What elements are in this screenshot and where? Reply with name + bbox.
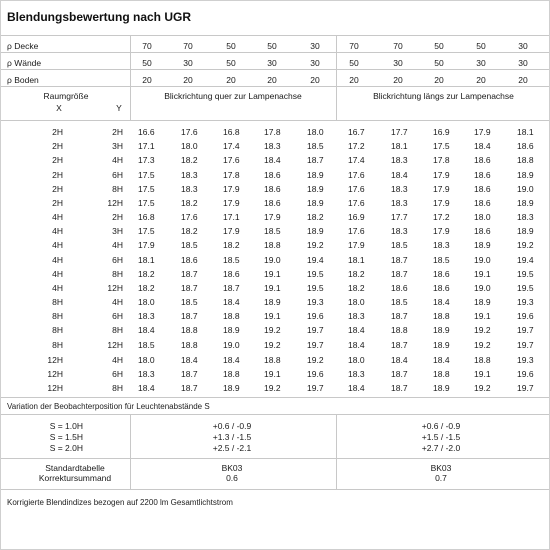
ugr-value: 17.3 (138, 155, 155, 166)
divider (130, 414, 131, 489)
ugr-value: 19.5 (517, 283, 534, 293)
room-y-value: 6H (112, 369, 123, 380)
ugr-value: 18.0 (307, 127, 324, 137)
ugr-value: 17.6 (348, 169, 365, 180)
reflectance-value: 20 (434, 75, 444, 85)
along-variation-range: +0.6 / -0.9 (421, 421, 461, 431)
ugr-value: 18.9 (264, 297, 281, 307)
ugr-value: 18.8 (181, 339, 198, 350)
ugr-value: 18.9 (433, 325, 450, 336)
ugr-value: 17.8 (223, 169, 240, 180)
reflectance-value: 20 (267, 75, 277, 85)
room-x-value: 12H (47, 383, 63, 394)
ugr-value: 18.3 (517, 212, 534, 222)
ugr-value: 18.5 (264, 226, 281, 237)
reflectance-value: 20 (518, 75, 528, 85)
divider (1, 69, 549, 70)
ugr-value: 18.3 (138, 311, 155, 322)
ugr-value: 18.7 (181, 283, 198, 293)
room-x-value: 2H (52, 127, 63, 137)
reflectance-value: 20 (310, 75, 320, 85)
divider (1, 120, 549, 121)
ugr-value: 19.1 (474, 311, 491, 322)
ugr-value: 17.4 (348, 155, 365, 166)
ugr-value: 18.7 (391, 369, 408, 380)
room-y-label: Y (116, 103, 122, 113)
ugr-value: 18.2 (181, 198, 198, 208)
room-y-value: 8H (112, 268, 123, 279)
divider (1, 35, 549, 36)
ugr-value: 19.2 (307, 240, 324, 251)
ugr-value: 18.4 (348, 383, 365, 394)
ugr-value: 19.6 (517, 311, 534, 322)
room-x-value: 4H (52, 268, 63, 279)
room-y-value: 8H (112, 325, 123, 336)
ugr-value: 17.5 (138, 198, 155, 208)
room-x-value: 4H (52, 240, 63, 251)
ugr-value: 18.0 (138, 355, 155, 365)
ugr-value: 17.9 (264, 212, 281, 222)
ugr-value: 19.0 (474, 254, 491, 265)
ugr-value: 19.2 (474, 339, 491, 350)
ugr-value: 18.5 (433, 254, 450, 265)
ugr-value: 18.8 (517, 155, 534, 166)
ugr-value: 18.7 (307, 155, 324, 166)
room-y-value: 8H (112, 383, 123, 394)
ugr-value: 17.5 (138, 183, 155, 194)
ugr-value: 16.9 (433, 127, 450, 137)
ugr-value: 18.0 (138, 297, 155, 307)
cross-variation-range: +0.6 / -0.9 (212, 421, 252, 431)
ugr-value: 18.9 (433, 383, 450, 394)
ugr-value: 18.3 (391, 226, 408, 237)
ugr-value: 18.2 (307, 212, 324, 222)
room-x-value: 2H (52, 169, 63, 180)
ugr-value: 19.7 (517, 383, 534, 394)
ugr-value: 19.6 (307, 369, 324, 380)
ugr-value: 18.9 (474, 240, 491, 251)
ugr-value: 19.0 (223, 339, 240, 350)
ugr-value: 18.8 (223, 369, 240, 380)
ugr-value: 18.6 (517, 141, 534, 152)
ugr-value: 17.6 (181, 127, 198, 137)
divider (1, 414, 549, 415)
reflectance-value: 30 (393, 58, 403, 68)
view-along-header: Blickrichtung längs zur Lampenachse (373, 91, 514, 101)
ugr-value: 18.7 (391, 383, 408, 394)
ugr-value: 18.6 (474, 169, 491, 180)
ugr-value: 18.9 (517, 169, 534, 180)
ugr-value: 16.8 (223, 127, 240, 137)
along-correction: 0.7 (435, 473, 447, 483)
room-y-value: 6H (112, 311, 123, 322)
ugr-value: 18.5 (223, 254, 240, 265)
ugr-value: 17.9 (223, 198, 240, 208)
ugr-value: 17.2 (348, 141, 365, 152)
ugr-value: 18.4 (223, 355, 240, 365)
ugr-value: 18.1 (517, 127, 534, 137)
ugr-value: 18.1 (138, 254, 155, 265)
ugr-value: 18.8 (433, 311, 450, 322)
ugr-value: 17.1 (223, 212, 240, 222)
ugr-value: 19.1 (474, 268, 491, 279)
divider (1, 52, 549, 53)
ugr-value: 18.9 (307, 183, 324, 194)
ugr-value: 19.1 (264, 268, 281, 279)
room-x-value: 2H (52, 183, 63, 194)
ugr-value: 18.0 (348, 355, 365, 365)
reflectance-value: 30 (518, 41, 528, 51)
reflectance-value: 50 (226, 58, 236, 68)
ugr-value: 18.8 (181, 325, 198, 336)
ugr-value: 18.2 (223, 240, 240, 251)
reflectance-value: 50 (476, 41, 486, 51)
ugr-value: 18.8 (433, 369, 450, 380)
ugr-value: 19.1 (264, 311, 281, 322)
ugr-value: 18.3 (348, 311, 365, 322)
ugr-value: 18.7 (391, 311, 408, 322)
ugr-value: 18.4 (348, 339, 365, 350)
ugr-value: 18.3 (181, 169, 198, 180)
ugr-value: 16.9 (348, 212, 365, 222)
reflectance-value: 30 (310, 58, 320, 68)
ugr-value: 17.9 (223, 183, 240, 194)
ugr-value: 18.9 (517, 226, 534, 237)
ugr-value: 18.6 (474, 155, 491, 166)
ugr-value: 18.8 (223, 311, 240, 322)
reflectance-label-floor: ρ Boden (7, 75, 39, 85)
ugr-value: 18.4 (138, 325, 155, 336)
ugr-value: 19.7 (307, 325, 324, 336)
ugr-value: 17.8 (264, 127, 281, 137)
room-size-label: Raumgröße (43, 91, 89, 101)
ugr-value: 18.8 (391, 325, 408, 336)
ugr-value: 17.9 (433, 169, 450, 180)
ugr-value: 19.4 (307, 254, 324, 265)
room-y-value: 6H (112, 254, 123, 265)
ugr-value: 18.8 (264, 240, 281, 251)
ugr-value: 17.7 (391, 127, 408, 137)
ugr-value: 18.3 (433, 240, 450, 251)
ugr-value: 17.2 (433, 212, 450, 222)
footnote: Korrigierte Blendindizes bezogen auf 2200 lm Gesamtlichtstrom (7, 498, 233, 507)
ugr-value: 17.8 (433, 155, 450, 166)
reflectance-value: 50 (267, 41, 277, 51)
ugr-value: 19.1 (264, 369, 281, 380)
ugr-value: 18.6 (433, 283, 450, 293)
reflectance-value: 30 (310, 41, 320, 51)
correction-label: Korrektursummand (38, 473, 112, 483)
ugr-value: 18.5 (307, 141, 324, 152)
room-x-value: 4H (52, 254, 63, 265)
ugr-value: 16.6 (138, 127, 155, 137)
ugr-value: 18.7 (223, 283, 240, 293)
ugr-value: 18.0 (348, 297, 365, 307)
ugr-value: 19.7 (307, 339, 324, 350)
room-y-value: 4H (112, 355, 123, 365)
ugr-value: 18.5 (181, 240, 198, 251)
room-x-value: 4H (52, 226, 63, 237)
ugr-value: 18.7 (391, 268, 408, 279)
view-cross-header: Blickrichtung quer zur Lampenachse (164, 91, 302, 101)
cross-variation-range: +2.5 / -2.1 (212, 443, 252, 453)
ugr-value: 19.2 (264, 383, 281, 394)
ugr-value: 18.2 (138, 283, 155, 293)
reflectance-value: 30 (518, 58, 528, 68)
ugr-value: 18.7 (181, 383, 198, 394)
room-y-value: 4H (112, 297, 123, 307)
reflectance-label-walls: ρ Wände (7, 58, 42, 68)
ugr-value: 18.4 (138, 383, 155, 394)
room-y-value: 3H (112, 226, 123, 237)
room-y-value: 3H (112, 141, 123, 152)
ugr-value: 18.6 (391, 283, 408, 293)
divider (1, 397, 549, 398)
ugr-value: 18.3 (138, 369, 155, 380)
ugr-value: 19.5 (307, 268, 324, 279)
ugr-value: 19.7 (517, 339, 534, 350)
ugr-value: 18.4 (181, 355, 198, 365)
ugr-value: 18.6 (433, 268, 450, 279)
ugr-value: 18.3 (181, 183, 198, 194)
ugr-value: 18.4 (433, 355, 450, 365)
ugr-value: 18.0 (474, 212, 491, 222)
ugr-value: 18.4 (391, 169, 408, 180)
ugr-value: 18.3 (391, 183, 408, 194)
reflectance-value: 50 (434, 58, 444, 68)
ugr-value: 17.6 (348, 226, 365, 237)
ugr-value: 16.8 (138, 212, 155, 222)
room-x-value: 4H (52, 283, 63, 293)
room-y-value: 2H (112, 127, 123, 137)
ugr-value: 18.8 (264, 355, 281, 365)
ugr-value: 17.5 (138, 169, 155, 180)
reflectance-value: 50 (349, 58, 359, 68)
ugr-value: 18.9 (433, 339, 450, 350)
along-variation-range: +2.7 / -2.0 (421, 443, 461, 453)
ugr-value: 18.8 (474, 355, 491, 365)
ugr-value: 19.2 (264, 339, 281, 350)
room-y-value: 6H (112, 169, 123, 180)
ugr-value: 19.7 (307, 383, 324, 394)
ugr-value: 17.9 (433, 183, 450, 194)
reflectance-value: 20 (183, 75, 193, 85)
reflectance-value: 30 (476, 58, 486, 68)
divider (1, 86, 549, 87)
ugr-value: 19.2 (264, 325, 281, 336)
ugr-value: 19.1 (474, 369, 491, 380)
reflectance-value: 50 (434, 41, 444, 51)
reflectance-value: 70 (142, 41, 152, 51)
ugr-value: 18.1 (348, 254, 365, 265)
ugr-value: 17.9 (433, 198, 450, 208)
ugr-value: 18.7 (181, 268, 198, 279)
ugr-value: 18.9 (517, 198, 534, 208)
ugr-value: 16.7 (348, 127, 365, 137)
ugr-value: 18.3 (264, 141, 281, 152)
page-title: Blendungsbewertung nach UGR (7, 10, 192, 24)
ugr-value: 18.2 (348, 283, 365, 293)
room-y-value: 8H (112, 183, 123, 194)
ugr-value: 18.7 (181, 369, 198, 380)
room-x-value: 2H (52, 198, 63, 208)
ugr-value: 19.4 (517, 254, 534, 265)
ugr-value: 17.7 (391, 212, 408, 222)
spacing-label: S = 2.0H (49, 443, 83, 453)
along-variation-range: +1.5 / -1.5 (421, 432, 461, 442)
ugr-value: 18.6 (474, 198, 491, 208)
ugr-value: 19.2 (517, 240, 534, 251)
room-x-value: 12H (47, 355, 63, 365)
ugr-value: 17.6 (223, 155, 240, 166)
ugr-value: 19.2 (474, 325, 491, 336)
divider (1, 458, 549, 459)
room-x-value: 4H (52, 212, 63, 222)
room-x-value: 8H (52, 311, 63, 322)
ugr-value: 18.5 (138, 339, 155, 350)
reflectance-value: 20 (349, 75, 359, 85)
ugr-value: 18.5 (391, 297, 408, 307)
ugr-value: 19.1 (264, 283, 281, 293)
spacing-label: S = 1.0H (49, 421, 83, 431)
ugr-value: 18.5 (181, 297, 198, 307)
ugr-value: 17.6 (348, 198, 365, 208)
reflectance-value: 30 (183, 58, 193, 68)
ugr-value: 19.2 (307, 355, 324, 365)
room-x-value: 8H (52, 339, 63, 350)
ugr-value: 17.9 (433, 226, 450, 237)
ugr-value: 18.7 (391, 339, 408, 350)
ugr-value: 19.5 (307, 283, 324, 293)
ugr-value: 17.9 (138, 240, 155, 251)
room-x-value: 2H (52, 155, 63, 166)
ugr-value: 18.3 (391, 198, 408, 208)
ugr-value: 18.5 (391, 240, 408, 251)
ugr-value: 19.0 (517, 183, 534, 194)
reflectance-value: 50 (142, 58, 152, 68)
ugr-value: 17.1 (138, 141, 155, 152)
ugr-value: 18.7 (181, 311, 198, 322)
ugr-value: 18.7 (391, 254, 408, 265)
ugr-value: 18.9 (223, 325, 240, 336)
ugr-value: 19.5 (517, 268, 534, 279)
spacing-label: S = 1.5H (49, 432, 83, 442)
ugr-value: 19.7 (517, 325, 534, 336)
ugr-value: 18.9 (307, 226, 324, 237)
ugr-value: 18.4 (264, 155, 281, 166)
standard-table-label: Standardtabelle (45, 463, 105, 473)
room-y-value: 12H (107, 283, 123, 293)
ugr-value: 18.4 (474, 141, 491, 152)
ugr-value: 18.9 (307, 169, 324, 180)
ugr-value: 17.6 (348, 183, 365, 194)
room-y-value: 4H (112, 155, 123, 166)
along-standard-table: BK03 (430, 463, 452, 473)
reflectance-value: 20 (142, 75, 152, 85)
room-x-value: 8H (52, 297, 63, 307)
reflectance-value: 30 (267, 58, 277, 68)
room-x-value: 2H (52, 141, 63, 152)
ugr-value: 17.9 (348, 240, 365, 251)
ugr-value: 18.3 (391, 155, 408, 166)
cross-correction: 0.6 (226, 473, 238, 483)
reflectance-value: 20 (476, 75, 486, 85)
ugr-value: 18.4 (348, 325, 365, 336)
room-y-value: 12H (107, 339, 123, 350)
room-x-label: X (56, 103, 62, 113)
ugr-value: 18.6 (474, 226, 491, 237)
ugr-value: 18.4 (223, 297, 240, 307)
ugr-value: 18.2 (348, 268, 365, 279)
ugr-value: 19.0 (474, 283, 491, 293)
reflectance-value: 70 (183, 41, 193, 51)
ugr-value: 18.4 (433, 297, 450, 307)
ugr-value: 19.3 (517, 355, 534, 365)
ugr-value: 19.2 (474, 383, 491, 394)
ugr-value: 17.9 (223, 226, 240, 237)
ugr-value: 18.2 (138, 268, 155, 279)
variation-caption: Variation der Beobachterposition für Leuchtenabstände S (7, 402, 210, 411)
ugr-value: 17.4 (223, 141, 240, 152)
ugr-value: 18.6 (181, 254, 198, 265)
ugr-value: 17.5 (138, 226, 155, 237)
ugr-value: 18.6 (474, 183, 491, 194)
ugr-value: 17.5 (433, 141, 450, 152)
ugr-value: 18.6 (223, 268, 240, 279)
ugr-value: 19.3 (307, 297, 324, 307)
divider (336, 414, 337, 489)
room-y-value: 4H (112, 240, 123, 251)
ugr-value: 18.1 (391, 141, 408, 152)
ugr-value: 18.6 (264, 183, 281, 194)
ugr-value: 18.4 (391, 355, 408, 365)
ugr-value: 18.9 (223, 383, 240, 394)
room-y-value: 2H (112, 212, 123, 222)
ugr-value: 18.6 (264, 169, 281, 180)
ugr-value: 18.3 (348, 369, 365, 380)
ugr-value: 19.6 (307, 311, 324, 322)
ugr-value: 18.0 (181, 141, 198, 152)
ugr-value: 19.6 (517, 369, 534, 380)
ugr-value: 19.0 (264, 254, 281, 265)
room-x-value: 8H (52, 325, 63, 336)
ugr-value: 18.6 (264, 198, 281, 208)
room-x-value: 12H (47, 369, 63, 380)
reflectance-value: 20 (226, 75, 236, 85)
ugr-value: 17.9 (474, 127, 491, 137)
ugr-value: 17.6 (181, 212, 198, 222)
divider (1, 489, 549, 490)
cross-standard-table: BK03 (221, 463, 243, 473)
reflectance-value: 70 (393, 41, 403, 51)
ugr-value: 18.2 (181, 226, 198, 237)
cross-variation-range: +1.3 / -1.5 (212, 432, 252, 442)
ugr-value: 18.2 (181, 155, 198, 166)
reflectance-label-ceiling: ρ Decke (7, 41, 39, 51)
ugr-value: 19.3 (517, 297, 534, 307)
ugr-value: 18.9 (307, 198, 324, 208)
room-y-value: 12H (107, 198, 123, 208)
reflectance-value: 20 (393, 75, 403, 85)
reflectance-value: 50 (226, 41, 236, 51)
reflectance-value: 70 (349, 41, 359, 51)
ugr-value: 18.9 (474, 297, 491, 307)
